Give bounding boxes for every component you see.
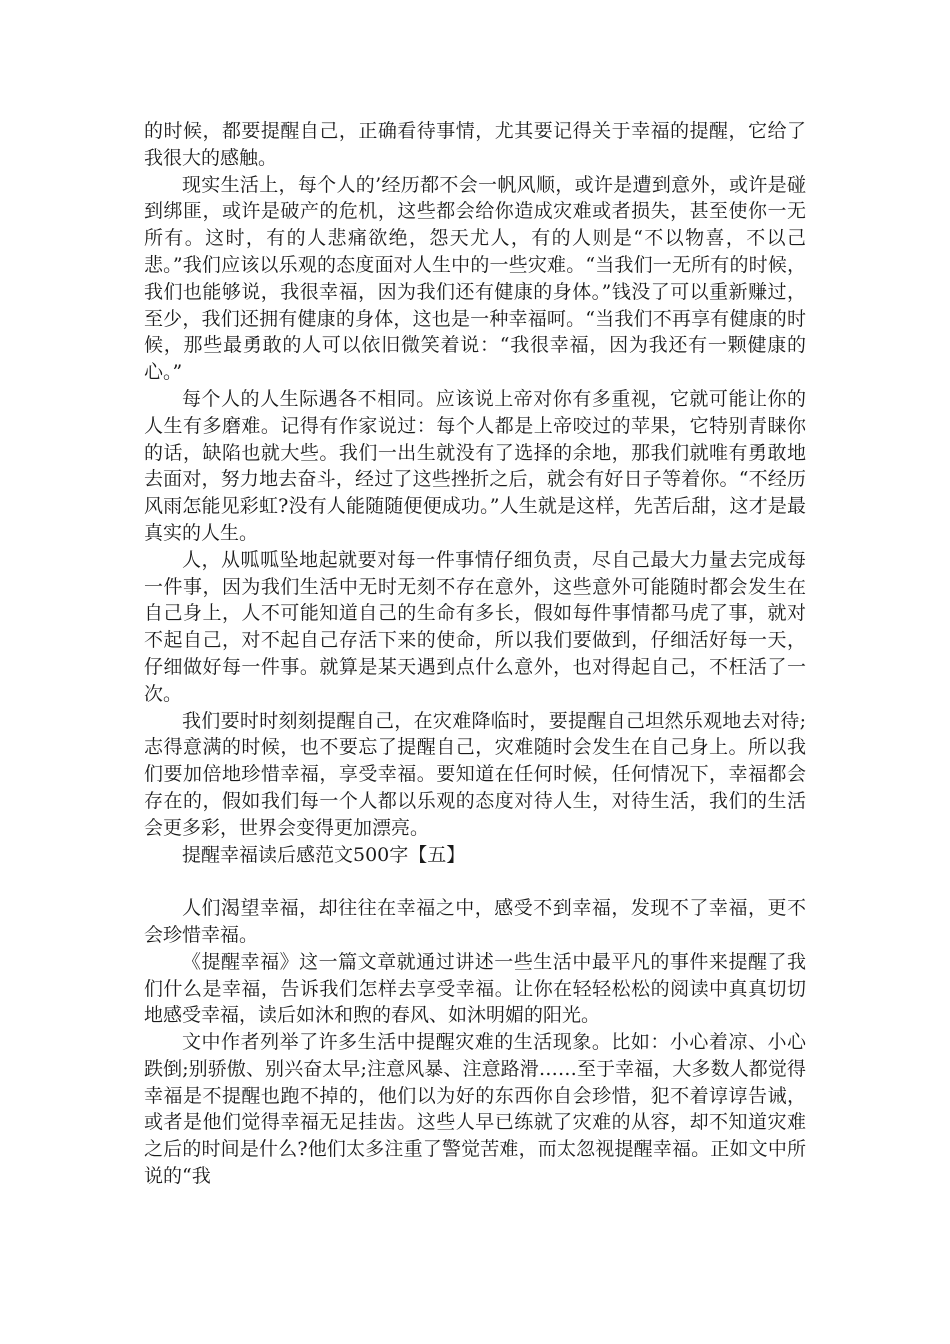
blank-line [144,868,806,895]
paragraph: 每个人的人生际遇各不相同。应该说上帝对你有多重视，它就可能让你的人生有多磨难。记得有作家说过：每个人都是上帝咬过的苹果，它特别青睐你的话，缺陷也就大些。我们一出生就没有了选择的余地，那我们就唯有勇敢地去面对，努力地去奋斗，经过了这些挫折之后，就会有好日子等着你。“不经历风雨怎能见彩虹?没有人能随随便便成功。”人生就是这样，先苦后甜，这才是最真实的人生。 [144,387,806,544]
section-heading: 提醒幸福读后感范文500字【五】 [182,843,466,866]
paragraph: 人，从呱呱坠地起就要对每一件事情仔细负责，尽自己最大力量去完成每一件事，因为我们生活中无时无刻不存在意外，这些意外可能随时都会发生在自己身上，人不可能知道自己的生命有多长，假如每件事情都马虎了事，就对不起自己，对不起自己存活下来的使命，所以我们要做到，仔细活好每一天，仔细做好每一件事。就算是某天遇到点什么意外，也对得起自己，不枉活了一次。 [144,548,806,705]
paragraph: 人们渴望幸福，却往往在幸福之中，感受不到幸福，发现不了幸福，更不会珍惜幸福。 [144,897,806,946]
paragraph: 现实生活上，每个人的’经历都不会一帆风顺，或许是遭到意外，或许是碰到绑匪，或许是破产的危机，这些都会给你造成灾难或者损失，甚至使你一无所有。这时，有的人悲痛欲绝，怨天尤人，有的人则是“不以物喜，不以己悲。”我们应该以乐观的态度面对人生中的一些灾难。“当我们一无所有的时候，我们也能够说，我很幸福，因为我们还有健康的身体。”钱没了可以重新赚过，至少，我们还拥有健康的身体，这也是一种幸福呵。“当我们不再享有健康的时候，那些最勇敢的人可以依旧微笑着说：“我很幸福，因为我还有一颗健康的心。” [144,173,806,384]
paragraph: 《提醒幸福》这一篇文章就通过讲述一些生活中最平凡的事件来提醒了我们什么是幸福，告诉我们怎样去享受幸福。让你在轻轻松松的阅读中真真切切地感受幸福，读后如沐和煦的春风、如沐明媚的阳光。 [144,950,806,1027]
paragraph: 我们要时时刻刻提醒自己，在灾难降临时，要提醒自己坦然乐观地去对待;志得意满的时候，也不要忘了提醒自己，灾难随时会发生在自己身上。所以我们要加倍地珍惜幸福，享受幸福。要知道在任何时候，任何情况下，幸福都会存在的，假如我们每一个人都以乐观的态度对待人生，对待生活，我们的生活会更多彩，世界会变得更加漂亮。 [144,709,806,839]
document-page [144,118,806,1190]
paragraph: 文中作者列举了许多生活中提醒灾难的生活现象。比如：小心着凉、小心跌倒;别骄傲、别兴奋太早;注意风暴、注意路滑……至于幸福，大多数人都觉得幸福是不提醒也跑不掉的，他们以为好的东西你自会珍惜，犯不着谆谆告诫，或者是他们觉得幸福无足挂齿。这些人早已练就了灾难的从容，却不知道灾难之后的时间是什么?他们太多注重了警觉苦难，而太忽视提醒幸福。正如文中所说的“我 [144,1031,806,1188]
paragraph-continuation: 的时候，都要提醒自己，正确看待事情，尤其要记得关于幸福的提醒，它给了我很大的感触。 [144,120,806,169]
